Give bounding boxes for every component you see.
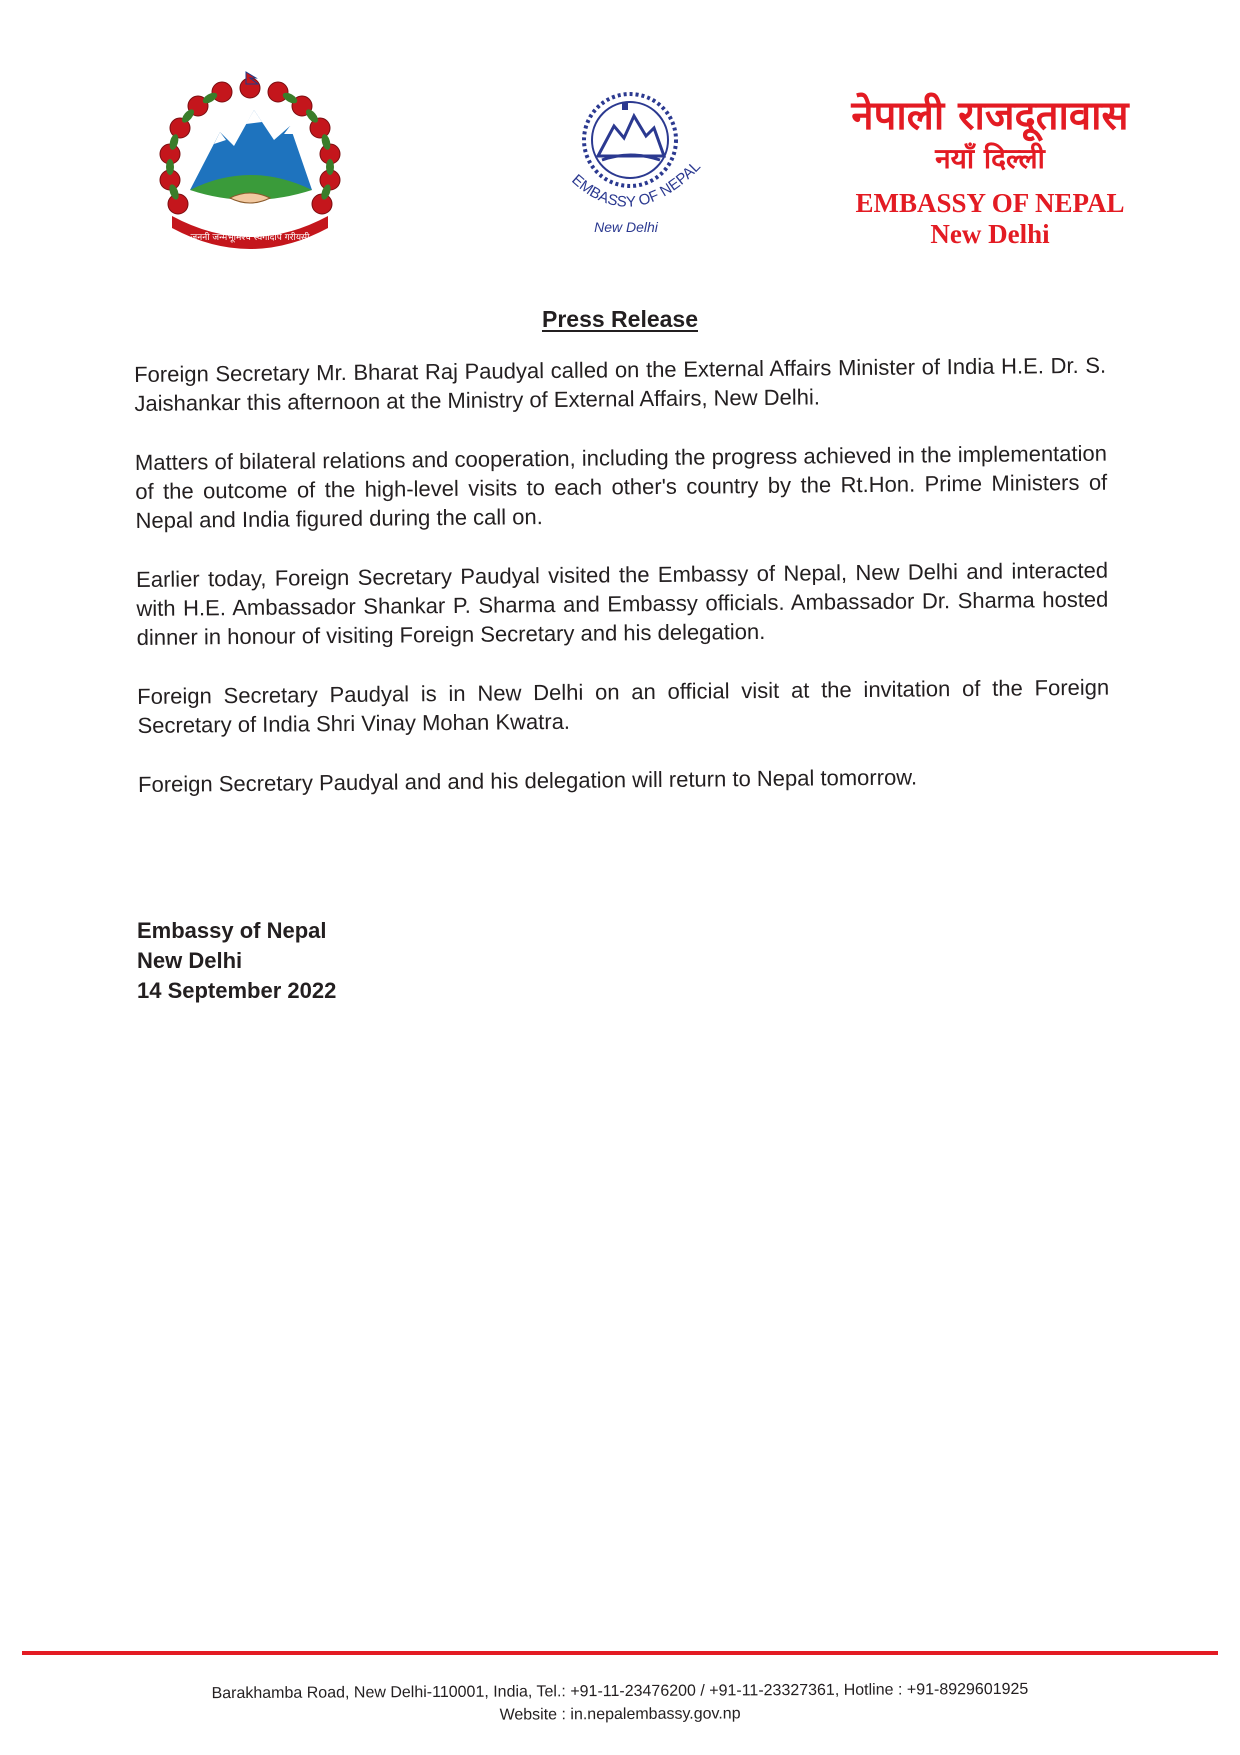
paragraph: Foreign Secretary Mr. Bharat Raj Paudyal called on the External Affairs Minister of India H.E. Dr. S. Jaishankar this afternoon at the Ministry of External Affairs, New Delhi.: [134, 352, 1107, 416]
press-release-body: [134, 351, 1110, 829]
page-title: Press Release: [541, 306, 698, 332]
letterhead-english-city: New Delhi: [930, 219, 1050, 249]
footer-address: Barakhamba Road, New Delhi-110001, India, Tel.: +91-11-23476200 / +91-11-23327361, Hotline : +91-8929601925: [211, 1680, 1029, 1703]
paragraph: Foreign Secretary Paudyal and and his delegation will return to Nepal tomorrow.: [137, 764, 918, 797]
footer-website: Website : in.nepalembassy.gov.np: [499, 1705, 741, 1724]
letterhead: [790, 92, 1190, 250]
signature-block: [137, 916, 336, 1006]
embassy-seal-logo: [552, 82, 722, 252]
letterhead-nepali-name: नेपाली राजदूतावास: [851, 93, 1129, 139]
signature-city: New Delhi: [137, 948, 243, 973]
footer: [100, 1677, 1140, 1728]
letterhead-english-name: EMBASSY OF NEPAL: [855, 188, 1125, 218]
emblem-motto: जननी जन्मभूमिश्च स्वर्गादपि गरीयसी: [190, 233, 310, 243]
footer-divider: [22, 1651, 1218, 1655]
signature-date: 14 September 2022: [137, 978, 337, 1003]
seal-city: New Delhi: [594, 219, 658, 235]
letterhead-nepali-city: नयाँ दिल्ली: [935, 142, 1045, 175]
seal-text: EMBASSY OF NEPAL: [568, 157, 705, 211]
paragraph: Matters of bilateral relations and cooperation, including the progress achieved in the implementation of the outcome of the high-level visits to each other's country by the Rt.Hon. Prime Ministers of Nepal and India figured during the call on.: [134, 440, 1108, 533]
national-emblem-logo: [150, 70, 350, 260]
paragraph: Earlier today, Foreign Secretary Paudyal visited the Embassy of Nepal, New Delhi and interacted with H.E. Ambassador Shankar P. Sharma and Embassy officials. Ambassador Dr. Sharma hosted dinner in honour of visiting Foreign Secretary and his delegation.: [135, 557, 1109, 650]
signature-org: Embassy of Nepal: [137, 918, 327, 943]
paragraph: Foreign Secretary Paudyal is in New Delhi on an official visit at the invitation of the Foreign Secretary of India Shri Vinay Mohan Kwatra.: [137, 674, 1110, 738]
